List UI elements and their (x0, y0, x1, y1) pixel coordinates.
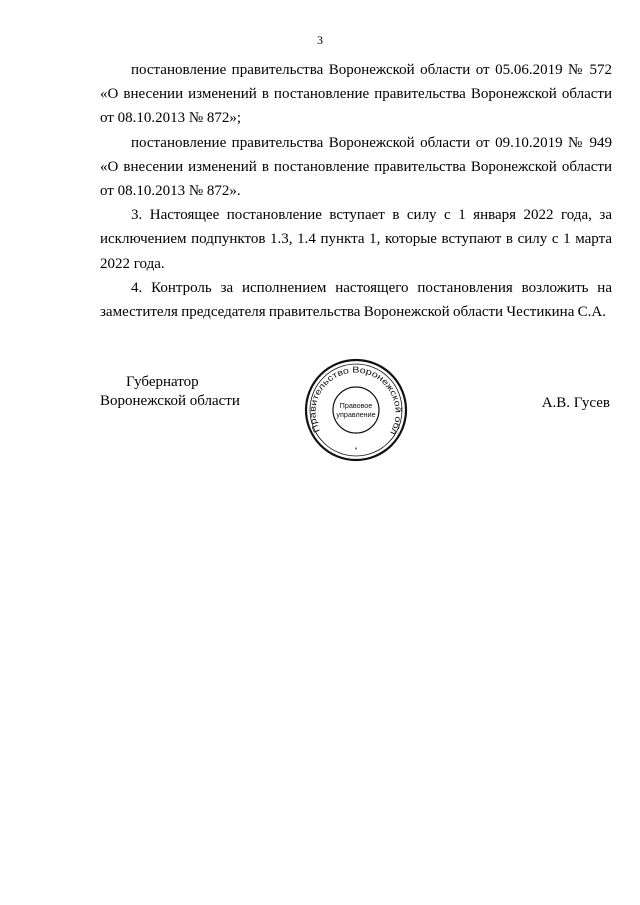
page-number: 3 (317, 33, 323, 47)
signer-region: Воронежской области (100, 393, 240, 409)
seal-center-line2: управление (336, 410, 376, 419)
document-body (100, 58, 612, 324)
signer-name: А.В. Гусев (541, 395, 610, 411)
signer-position: Губернатор (126, 374, 199, 390)
signature-title (100, 373, 240, 411)
seal-center-line1: Правовое (339, 401, 373, 410)
official-seal (303, 357, 409, 463)
paragraph-decree-572: постановление правительства Воронежской области от 05.06.2019 № 572 «О внесении изменений в постановление правительства Воронежской области от 08.10.2013 № 872»; (100, 62, 612, 127)
paragraph-control: 4. Контроль за исполнением настоящего постановления возложить на заместителя председателя правительства Воронежской области Честикина С.А. (100, 279, 612, 321)
paragraph-decree-949: постановление правительства Воронежской области от 09.10.2019 № 949 «О внесении изменений в постановление правительства Воронежской области от 08.10.2013 № 872». (100, 134, 612, 200)
seal-star: * (354, 447, 358, 454)
paragraph-effective-date: 3. Настоящее постановление вступает в силу с 1 января 2022 года, за исключением подпунктов 1.3, 1.4 пункта 1, которые вступают в силу с 1 марта 2022 года. (100, 207, 612, 272)
seal-ring-text: Правительство Воронежской обл (307, 364, 404, 436)
